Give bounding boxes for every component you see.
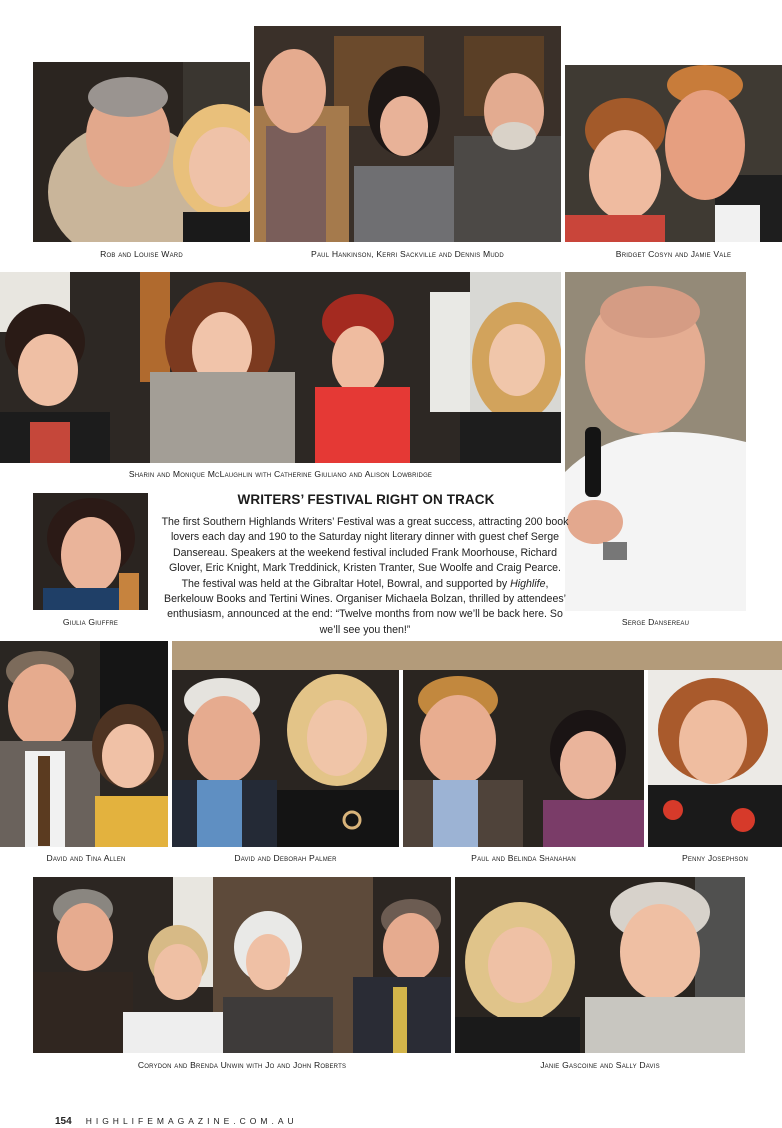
article-title: WRITERS’ FESTIVAL RIGHT ON TRACK: [237, 492, 495, 507]
website-url: HIGHLIFEMAGAZINE.COM.AU: [85, 1116, 298, 1126]
caption-paul-belinda-shanahan: Paul and Belinda Shanahan: [471, 853, 576, 863]
caption-mclaughlin-giuliano-lowbridge: Sharin and Monique McLaughlin with Catherine Giuliano and Alison Lowbridge: [128, 469, 433, 479]
caption-unwin-roberts: Corydon and Brenda Unwin with Jo and John Roberts: [137, 1060, 347, 1070]
article-body-italic: Highlife: [510, 577, 546, 590]
photo-serge-dansereau: [565, 272, 746, 611]
photo-david-tina-allen: [0, 641, 168, 847]
photo-david-deborah-palmer: [172, 670, 399, 847]
caption-cosyn-vale: Bridget Cosyn and Jamie Vale: [615, 249, 732, 259]
article-body-part2: , Berkelouw Books and Tertini Wines. Organiser Michaela Bolzan, thrilled by attendees’ enthusiasm, announced at the end: “Twelve months from now we’ll be back here. So we’ll see you then!”: [164, 577, 566, 636]
photo-rob-louise-ward: [33, 62, 250, 242]
caption-rob-louise-ward: Rob and Louise Ward: [100, 249, 183, 259]
photo-unwin-roberts: [33, 877, 451, 1053]
caption-serge-dansereau: Serge Dansereau: [621, 617, 690, 627]
photo-penny-josephson: [648, 670, 782, 847]
page-number: 154: [55, 1116, 72, 1127]
caption-giulia-giuffre: Giulia Giuffre: [62, 617, 119, 627]
caption-david-deborah-palmer: David and Deborah Palmer: [234, 853, 337, 863]
photo-hankinson-sackville-mudd: [254, 26, 561, 242]
photo-mclaughlin-giuliano-lowbridge: [0, 272, 561, 463]
photo-giulia-giuffre: [33, 493, 148, 610]
caption-hankinson-sackville-mudd: Paul Hankinson, Kerri Sackville and Dennis Mudd: [311, 249, 504, 259]
caption-penny-josephson: Penny Josephson: [681, 853, 749, 863]
caption-david-tina-allen: David and Tina Allen: [46, 853, 126, 863]
decorative-band: [172, 641, 782, 670]
photo-cosyn-vale: [565, 65, 782, 242]
caption-gascoine-davis: Janie Gascoine and Sally Davis: [540, 1060, 660, 1070]
photo-gascoine-davis: [455, 877, 745, 1053]
page-footer: [55, 1116, 298, 1127]
photo-paul-belinda-shanahan: [403, 670, 644, 847]
article-body-part1: The first Southern Highlands Writers’ Festival was a great success, attracting 200 book lovers each day and 190 to the Saturday night literary dinner with guest chef Serge Dansereau. Speakers at the weekend festival included Frank Moorhouse, Richard Glover, Eric Knight, Mark Treddinick, Kristen Tranter, Sue Woolfe and Craig Pearce. The festival was held at the Gibraltar Hotel, Bowral, and supported by: [161, 516, 569, 590]
article-body: [160, 515, 570, 638]
